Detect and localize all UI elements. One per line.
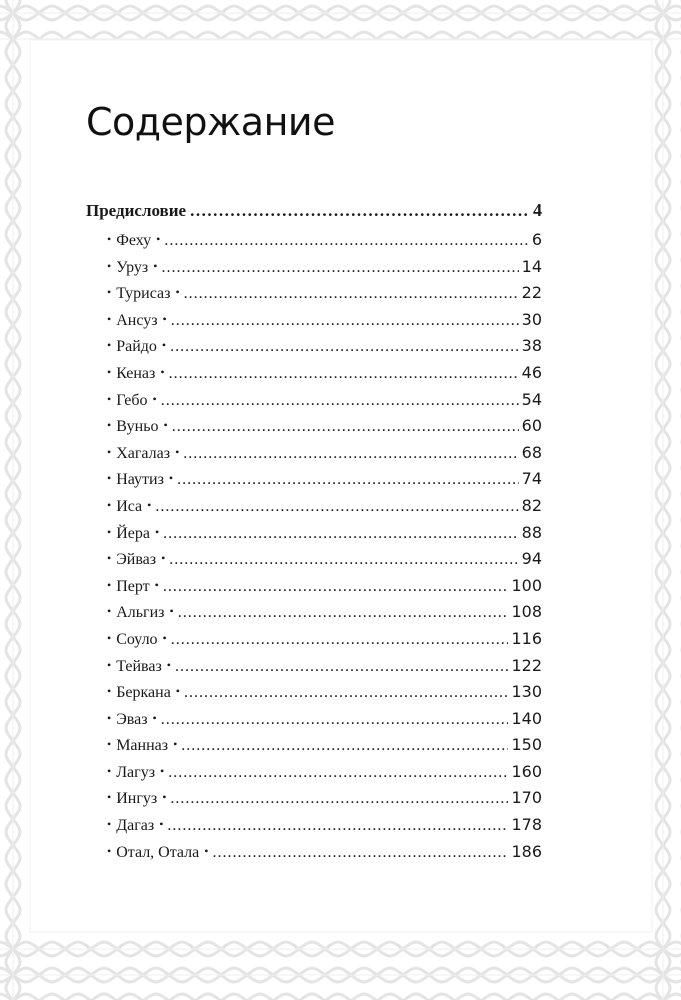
bullet-dot-icon: • — [147, 497, 152, 512]
bullet-dot-icon: • — [175, 285, 180, 300]
toc-entry-label: Альгиз — [116, 604, 165, 622]
toc-entry[interactable] — [86, 602, 542, 629]
toc-entry[interactable] — [86, 576, 542, 603]
bullet-dot-icon: • — [153, 258, 158, 273]
bullet-dot-icon: • — [107, 258, 112, 273]
toc-entry[interactable] — [86, 523, 542, 550]
toc-page-number: 68 — [521, 442, 542, 462]
bullet-dot-icon: • — [160, 763, 165, 778]
bullet-dot-icon: • — [107, 364, 112, 379]
toc-entry-label: Предисловие — [86, 201, 187, 220]
bullet-dot-icon: • — [107, 790, 112, 805]
toc-entry-label: Иса — [116, 497, 143, 515]
bullet-dot-icon: • — [161, 551, 166, 566]
bullet-dot-icon: • — [152, 391, 157, 406]
toc-page-number: 186 — [511, 841, 542, 861]
toc-entry-label: Турисаз — [116, 285, 171, 303]
bullet-dot-icon: • — [175, 684, 180, 699]
toc-entry-label: Феху — [116, 232, 152, 249]
bullet-dot-icon: • — [162, 790, 167, 805]
toc-entry-preface[interactable] — [86, 200, 542, 226]
toc-entry-label: Эваз — [116, 710, 148, 728]
bullet-dot-icon: • — [107, 630, 112, 645]
toc-entry-label: Райдо — [116, 338, 157, 356]
bullet-dot-icon: • — [173, 737, 178, 752]
toc-entry[interactable] — [86, 230, 542, 257]
toc-leader-dots — [171, 631, 509, 649]
toc-page-number: 60 — [521, 416, 542, 436]
bullet-dot-icon: • — [107, 471, 112, 486]
toc-page-number: 74 — [521, 469, 542, 489]
toc-entry[interactable] — [86, 735, 542, 762]
toc-entry[interactable] — [86, 310, 542, 337]
bullet-dot-icon: • — [107, 763, 112, 778]
toc-entry[interactable] — [86, 469, 542, 496]
toc-page-number: 122 — [511, 655, 542, 675]
toc-leader-dots — [170, 338, 519, 356]
toc-entry-label: Дагаз — [116, 817, 155, 835]
toc-leader-dots — [169, 551, 518, 569]
toc-entry-label: Беркана — [116, 684, 171, 702]
bullet-dot-icon: • — [154, 524, 160, 539]
toc-page-number: 130 — [511, 682, 542, 702]
toc-leader-dots — [184, 684, 508, 702]
toc-entry[interactable] — [86, 656, 542, 683]
toc-entry-label: Йера — [116, 524, 150, 542]
bullet-dot-icon: • — [166, 657, 171, 672]
toc-leader-dots — [171, 312, 519, 330]
bullet-dot-icon: • — [107, 497, 112, 512]
toc-leader-dots — [168, 764, 508, 782]
bullet-dot-icon: • — [107, 444, 112, 459]
toc-entry-label: Перт — [116, 577, 150, 595]
toc-entry[interactable] — [86, 815, 542, 842]
toc-entry[interactable] — [86, 549, 542, 576]
toc-page-number: 14 — [521, 256, 542, 276]
toc-page-number: 116 — [511, 628, 542, 648]
toc-leader-dots — [212, 844, 508, 862]
bullet-dot-icon: • — [162, 630, 167, 645]
bullet-dot-icon: • — [107, 684, 112, 699]
toc-page-number: 38 — [521, 336, 542, 356]
toc-entry-label: Ингуз — [116, 790, 158, 808]
toc-page-number: 108 — [511, 602, 542, 622]
toc-entry-label: Тейваз — [116, 657, 162, 675]
toc-leader-dots — [183, 445, 518, 463]
toc-entry-label: Кеназ — [116, 364, 156, 382]
bullet-dot-icon: • — [175, 444, 180, 459]
toc-entry[interactable] — [86, 336, 542, 363]
toc-leader-dots — [190, 201, 530, 221]
bullet-dot-icon: • — [169, 604, 174, 619]
table-of-contents — [86, 200, 542, 868]
toc-page-number: 4 — [533, 200, 542, 220]
bullet-dot-icon: • — [107, 232, 112, 246]
bullet-dot-icon: • — [168, 471, 174, 486]
toc-page-number: 94 — [521, 549, 542, 569]
toc-leader-dots — [175, 658, 508, 676]
toc-leader-dots — [163, 578, 509, 596]
toc-leader-dots — [167, 817, 508, 835]
toc-page-number: 88 — [521, 522, 542, 542]
toc-leader-dots — [169, 365, 519, 383]
toc-entry[interactable] — [86, 709, 542, 736]
toc-entry-label: Соуло — [116, 630, 158, 648]
toc-page-number: 100 — [511, 575, 542, 595]
toc-leader-dots — [161, 392, 519, 410]
toc-entry-label: Уруз — [116, 258, 149, 276]
bullet-dot-icon: • — [107, 391, 112, 406]
toc-entry[interactable] — [86, 762, 542, 789]
toc-leader-dots — [161, 711, 509, 729]
bullet-dot-icon: • — [163, 418, 168, 433]
toc-page-number: 178 — [511, 815, 542, 835]
toc-entry-label: Манназ — [116, 737, 169, 755]
bullet-dot-icon: • — [160, 364, 165, 379]
bullet-dot-icon: • — [204, 843, 209, 858]
toc-entry-label: Вуньо — [116, 418, 159, 436]
bullet-dot-icon: • — [107, 657, 112, 672]
toc-entry[interactable] — [86, 496, 542, 523]
bullet-dot-icon: • — [107, 817, 112, 832]
toc-page-number: 160 — [511, 761, 542, 781]
toc-leader-dots — [178, 604, 509, 622]
bullet-dot-icon: • — [161, 338, 167, 353]
toc-leader-dots — [161, 259, 518, 277]
toc-entry[interactable] — [86, 390, 542, 417]
toc-leader-dots — [164, 232, 528, 250]
bullet-dot-icon: • — [107, 285, 112, 300]
toc-page-number: 170 — [511, 788, 542, 808]
bullet-dot-icon: • — [162, 311, 167, 326]
bullet-dot-icon: • — [152, 710, 157, 725]
toc-leader-dots — [163, 525, 518, 543]
toc-leader-dots — [184, 285, 519, 303]
toc-entry[interactable] — [86, 842, 542, 869]
bullet-dot-icon: • — [107, 604, 112, 619]
toc-entry-label: Гебо — [116, 391, 148, 409]
toc-entry[interactable] — [86, 682, 542, 709]
toc-entry-label: Ансуз — [116, 311, 158, 329]
bullet-dot-icon: • — [107, 524, 112, 539]
toc-entry[interactable] — [86, 416, 542, 443]
bullet-dot-icon: • — [107, 551, 112, 566]
bullet-dot-icon: • — [154, 577, 159, 592]
toc-entry[interactable] — [86, 283, 542, 310]
bullet-dot-icon: • — [107, 338, 112, 353]
toc-page-number: 6 — [531, 230, 542, 249]
toc-page-number: 150 — [511, 735, 542, 755]
toc-leader-dots — [155, 498, 518, 516]
page-title: Содержание — [86, 100, 335, 144]
toc-entry[interactable] — [86, 788, 542, 815]
toc-entry-label: Хагалаз — [116, 444, 171, 462]
bullet-dot-icon: • — [159, 817, 164, 832]
bullet-dot-icon: • — [107, 843, 112, 858]
toc-leader-dots — [172, 418, 519, 436]
toc-page-number: 54 — [521, 389, 542, 409]
toc-entry[interactable] — [86, 629, 542, 656]
toc-entry[interactable] — [86, 363, 542, 390]
toc-entry-label: Наутиз — [116, 471, 164, 489]
toc-leader-dots — [177, 471, 519, 489]
toc-page-number: 22 — [521, 283, 542, 303]
bullet-dot-icon: • — [107, 311, 112, 326]
bullet-dot-icon: • — [156, 232, 161, 246]
toc-page-number: 82 — [521, 495, 542, 515]
bullet-dot-icon: • — [107, 577, 112, 592]
toc-page-number: 30 — [521, 309, 542, 329]
bullet-dot-icon: • — [107, 737, 112, 752]
toc-entry-label: Отал, Отала — [116, 843, 200, 861]
toc-entry[interactable] — [86, 443, 542, 470]
toc-entry-label: Эйваз — [116, 551, 157, 569]
toc-entry[interactable] — [86, 257, 542, 284]
toc-leader-dots — [170, 790, 508, 808]
toc-entry-label: Лагуз — [116, 763, 156, 781]
bullet-dot-icon: • — [107, 418, 112, 433]
toc-page-number: 46 — [521, 362, 542, 382]
bullet-dot-icon: • — [107, 710, 112, 725]
toc-page-number: 140 — [511, 708, 542, 728]
toc-leader-dots — [181, 737, 508, 755]
